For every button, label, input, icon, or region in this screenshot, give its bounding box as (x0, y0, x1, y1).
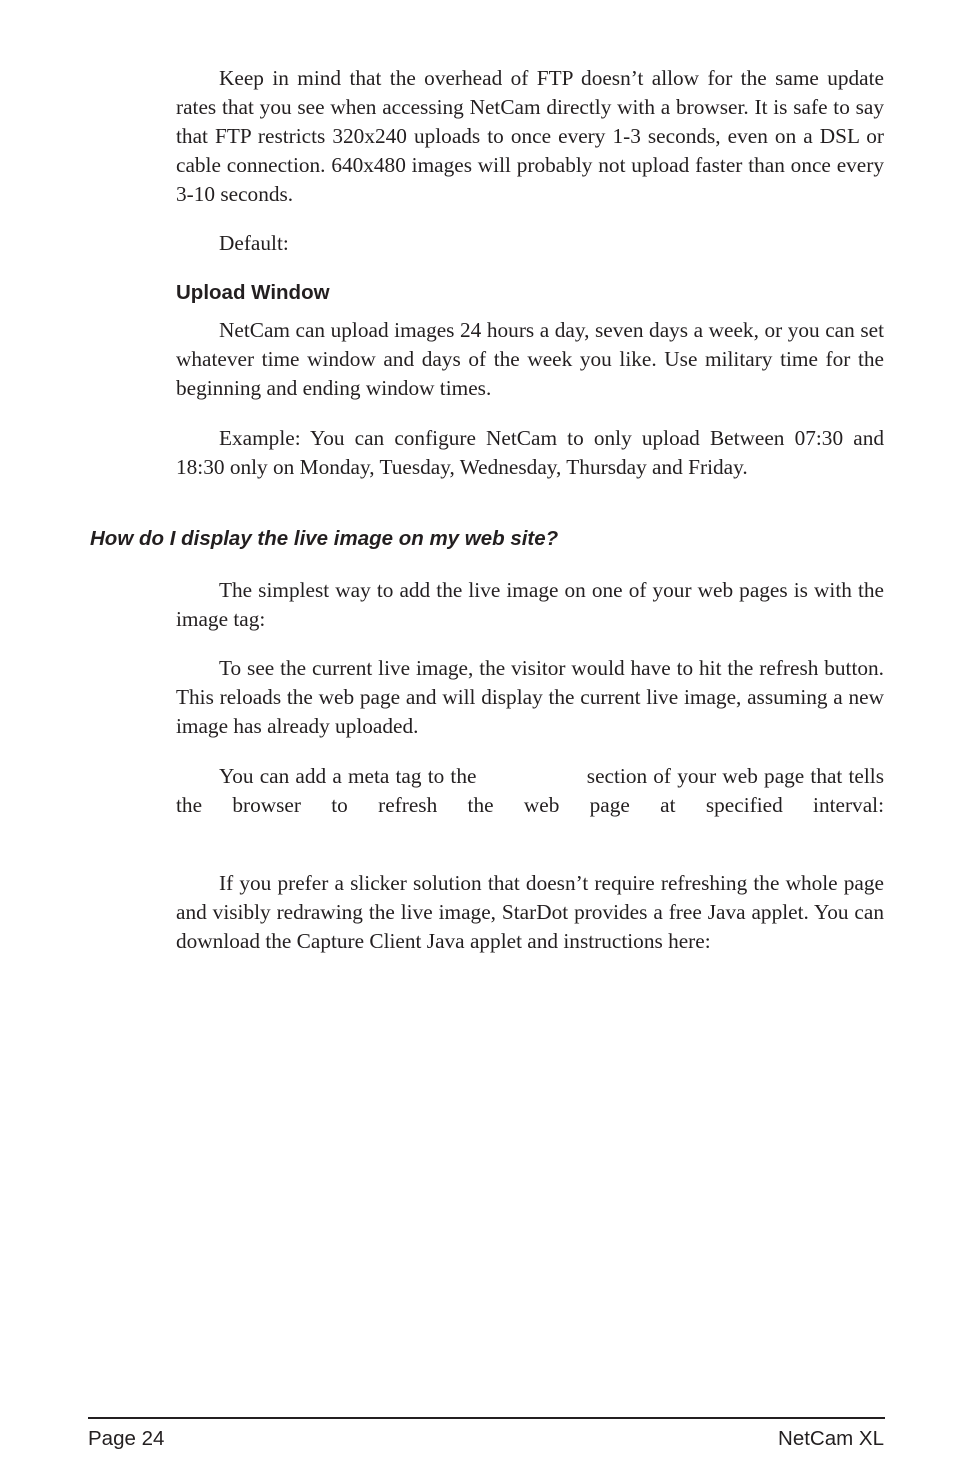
page-number: Page 24 (88, 1427, 165, 1450)
meta-tag-text-end: section of your web page that tells the browser to refresh the web page at specified interval: (176, 764, 885, 818)
meta-tag-paragraph (176, 762, 884, 820)
meta-tag-text-start: You can add a meta tag to the (219, 764, 477, 788)
footer-divider (88, 1417, 885, 1419)
default-label: Default: (219, 231, 289, 255)
display-live-image-heading: How do I display the live image on my web site? (90, 527, 559, 550)
image-tag-paragraph: The simplest way to add the live image on one of your web pages is with the image tag: (176, 578, 884, 632)
product-name: NetCam XL (778, 1427, 884, 1450)
upload-window-heading: Upload Window (176, 281, 330, 304)
java-applet-paragraph: If you prefer a slicker solution that doesn’t require refreshing the whole page and visibly redrawing the live image, StarDot provides a free Java applet. You can download the Capture Client Java applet and instructions here: (176, 871, 884, 954)
example-paragraph: Example: You can configure NetCam to only upload Between 07:30 and 18:30 only on Monday, Tuesday, Wednesday, Thursday and Friday. (176, 426, 884, 480)
ftp-overhead-paragraph: Keep in mind that the overhead of FTP doesn’t allow for the same update rates that you see when accessing NetCam directly with a browser. It is safe to say that FTP restricts 320x240 uploads to once every 1-3 seconds, even on a DSL or cable connection. 640x480 images will probably not upload faster than once every 3-10 seconds. (176, 66, 884, 207)
refresh-paragraph: To see the current live image, the visitor would have to hit the refresh button. This reloads the web page and will display the current live image, assuming a new image has already uploaded. (176, 656, 884, 739)
upload-window-paragraph: NetCam can upload images 24 hours a day, seven days a week, or you can set whatever time window and days of the week you like. Use military time for the beginning and ending window times. (176, 318, 884, 401)
